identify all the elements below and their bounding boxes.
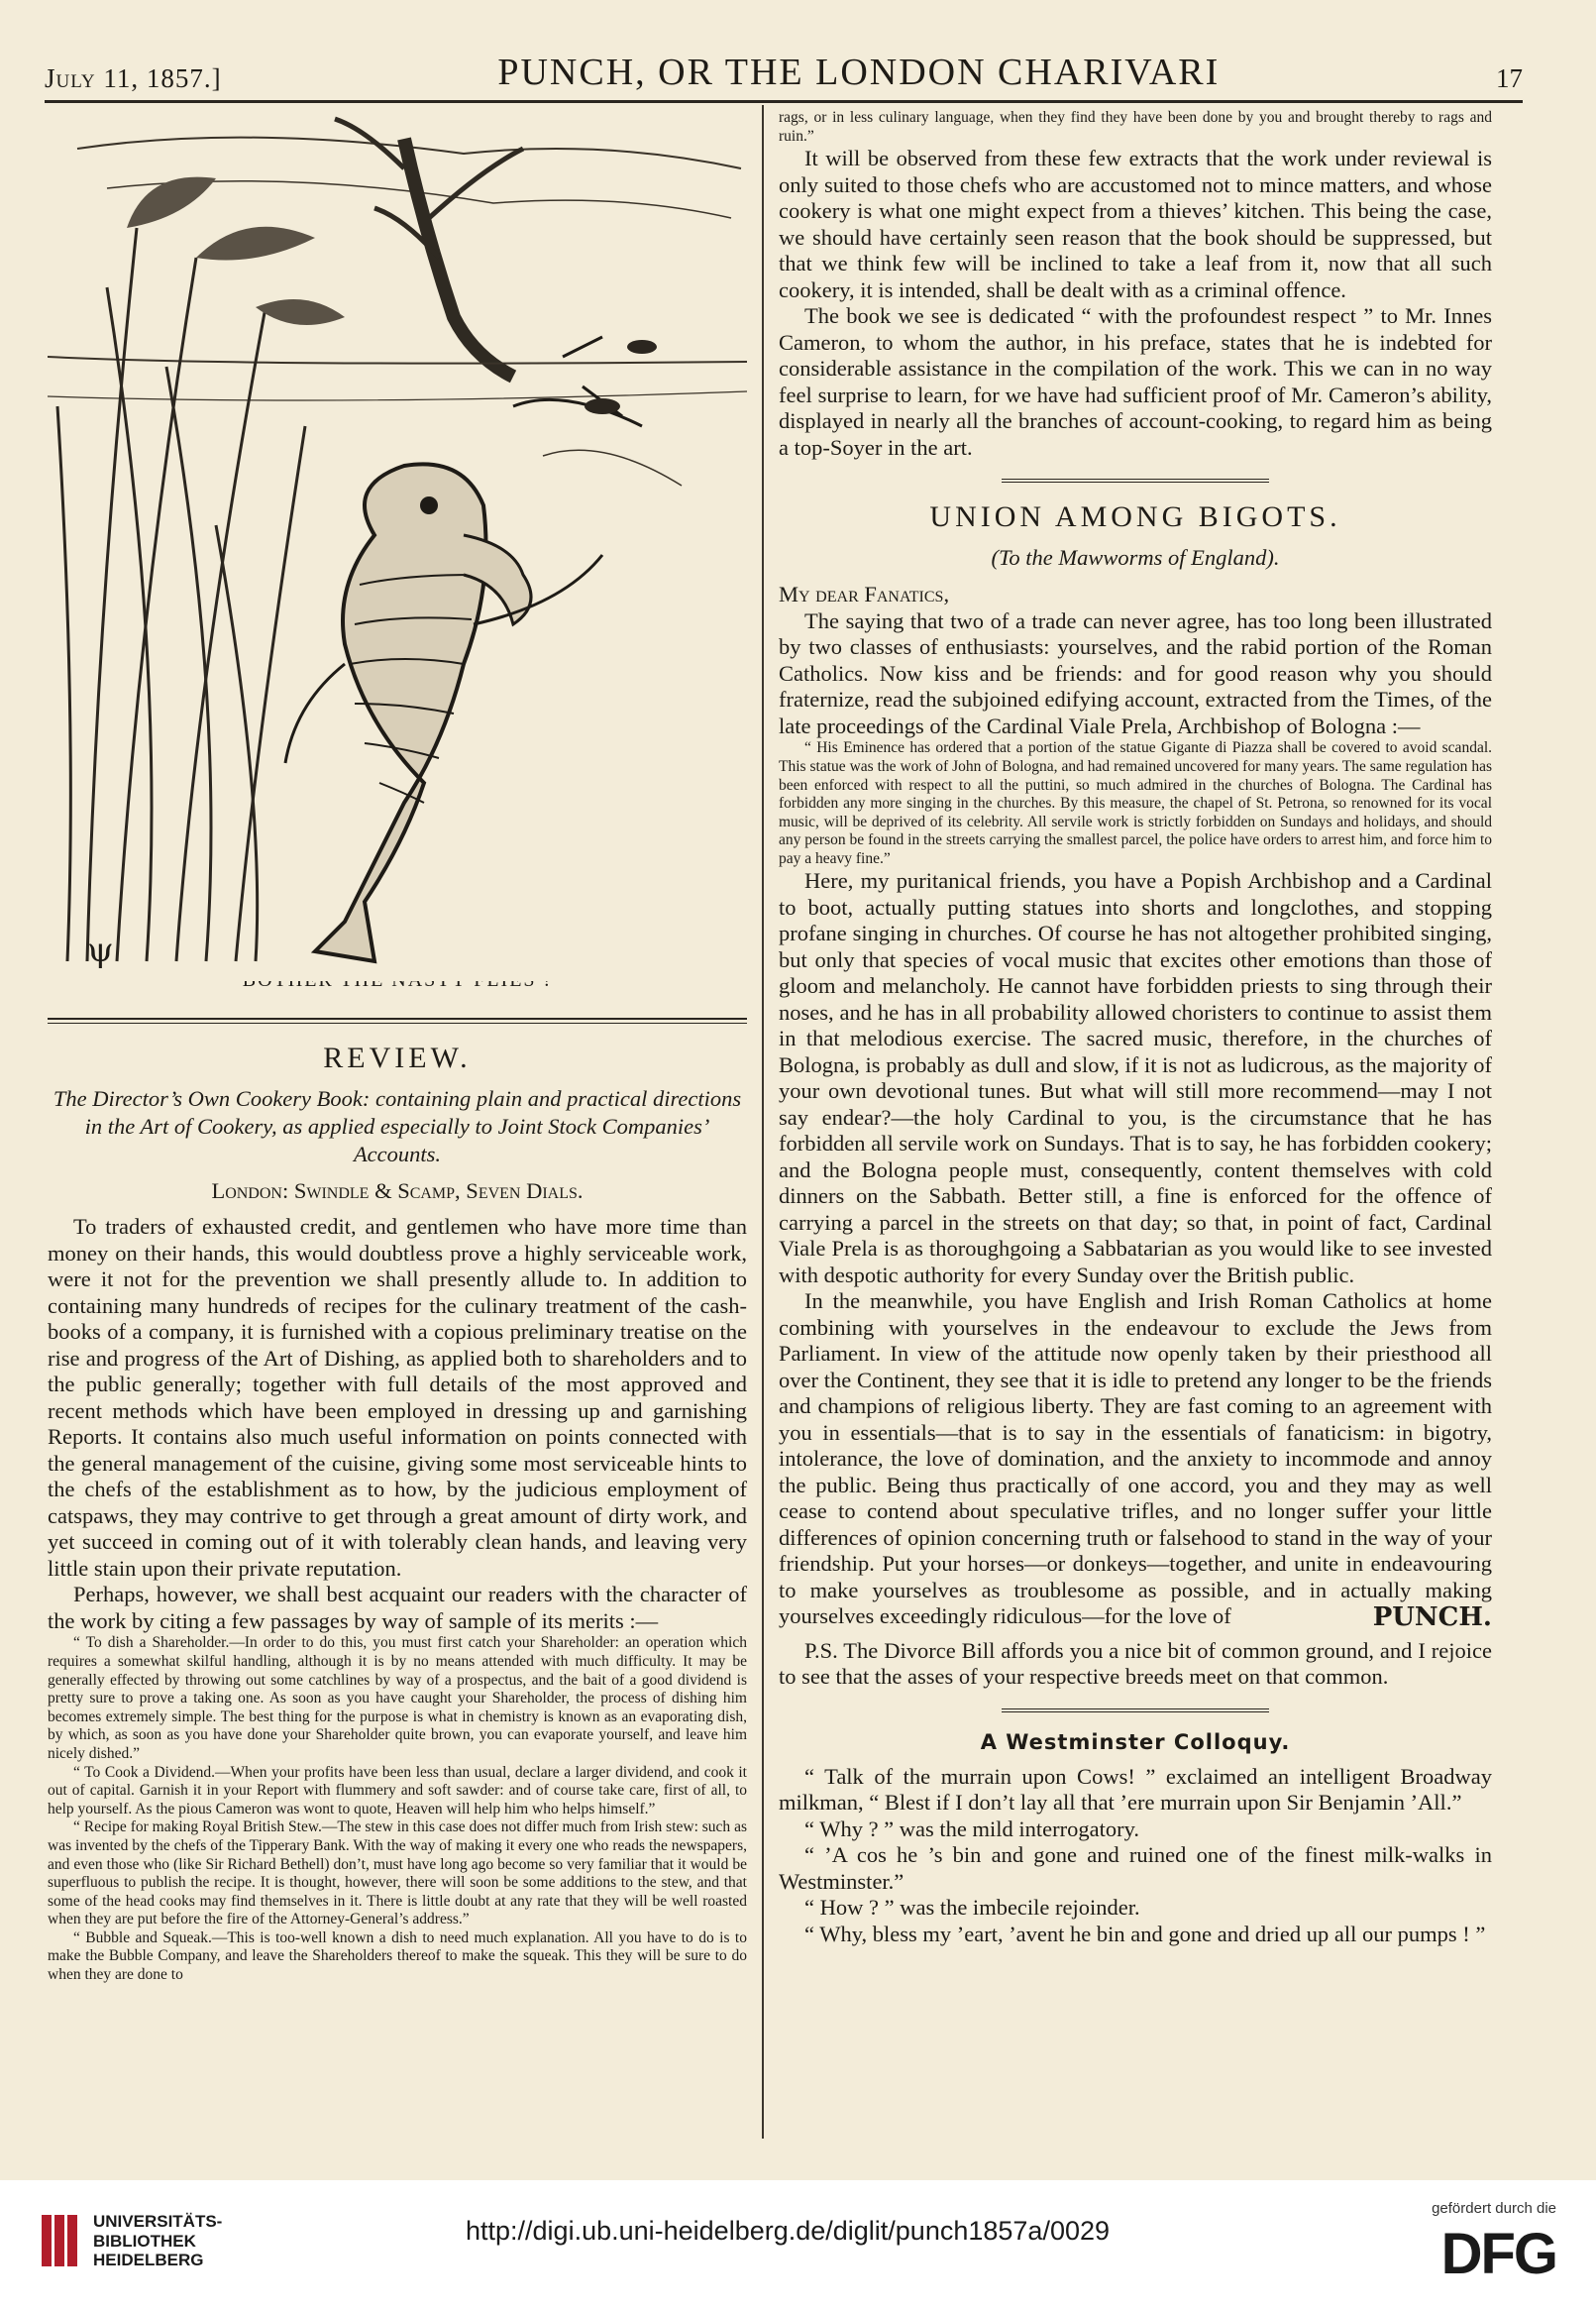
university-name-line: UNIVERSITÄTS- (93, 2212, 223, 2231)
university-name-line: BIBLIOTHEK (93, 2231, 196, 2251)
column-divider (762, 105, 764, 2139)
union-quote: “ His Eminence has ordered that a portion of the statue Gigante di Piazza shall be covered to avoid scandal. This statue was the work of John of Bologna, and had remained uncovered for many years. The same regulation has been enforced with respect to all the puttini, so much admired in the churches of Bologna. The Cardinal has forbidden any more singing in the churches. By this measure, the chapel of St. Petrona, so renowned for its vocal music, will be deprived of its celebrity. All servile work is strictly forbidden on Sundays and holidays, and should any person be found in the streets carrying the smallest parcel, the police have orders to arrest him, and force him to pay a heavy fine.” (779, 739, 1492, 867)
section-divider (48, 1018, 747, 1024)
university-name (93, 2212, 222, 2270)
westminster-line: “ Why ? ” was the mild interrogatory. (804, 1816, 1140, 1841)
westminster-line: “ Why, bless my ’eart, ’avent he bin and gone and dried up all our pumps ! ” (804, 1921, 1486, 1946)
review-paragraph: The book we see is dedicated “ with the profoundest respect ” to Mr. Innes Cameron, to whom the author, in his preface, states that he is indebted for considerable assistance in the compilation of the work. This we can in no way feel surprise to learn, for we have had sufficient proof of Mr. Cameron’s ability, displayed in nearly all the branches of account-cooking, to regard him as being a top-Soyer in the art. (779, 303, 1492, 460)
union-paragraph: The saying that two of a trade can never agree, has too long been illustrated by two classes of enthusiasts: yourselves, and the rabid portion of the Roman Catholics. Now kiss and be friends: and for good reason why you should fraternize, read the subjoined edifying account, extracted from the Times, of the late proceedings of the Cardinal Viale Prela, Archbishop of Bologna :— (779, 607, 1492, 738)
review-quote: “ To dish a Shareholder.—In order to do this, you must first catch your Shareholder: an operation which requires a somewhat skilful handling, although it is by no means attended with much difficulty. It may be generally effected by throwing out some catchlines by way of a prospectus, and the bait of a good dividend is pretty sure to prove a taking one. As soon as you have caught your Shareholder, the process of dishing him becomes extremely simple. The best thing for the purpose is what in chemistry is known as an evaporating dish, by which, as soon as you have done your Shareholder quite brown, you can evaporate yourself, and leave him nicely dished.” (48, 1634, 747, 1762)
review-publisher: London: Swindle & Scamp, Seven Dials. (211, 1178, 584, 1204)
university-seal-icon (40, 2213, 79, 2268)
review-paragraph: To traders of exhausted credit, and gentlemen who have more time than money on their hands, this would doubtless prove a highly serviceable work, were it not for the prevention we shall presently allude to. In addition to containing many hundreds of recipes for the culinary treatment of the cash-books of a company, it is furnished with a copious preliminary treatise on the rise and progress of the Art of Dishing, as applied both to shareholders and to the public generally; together with full details of the most approved and recent methods which have been employed in dressing up and garnishing Reports. It contains also much useful information on points connected with the general management of the cuisine, giving some most serviceable hints to the chefs of the establishment as to how, by the judicious employment of catspaws, they may contrive to get through a great amount of dirty work, and yet succeed in coming out of it with tolerably clean hands, and leaving very little stain upon their private reputation. (48, 1214, 747, 1581)
westminster-line: “ ’A cos he ’s bin and gone and ruined one of the finest milk-walks in Westminster.” (779, 1842, 1492, 1894)
review-heading: REVIEW. (323, 1042, 472, 1074)
university-logo (40, 2212, 222, 2270)
section-divider (1002, 1708, 1269, 1712)
review-quote-continued: rags, or in less culinary language, when they find they have been done by you and brought thereby to rags and ruin.” (779, 109, 1492, 145)
svg-text:ψ: ψ (87, 931, 114, 970)
review-quote: “ Bubble and Squeak.—This is too-well known a dish to need much explanation. All you have to do is to make the Bubble Company, and leave the Shareholders thereof to make the squeak. This they will be sure to do when they are done to (48, 1928, 747, 1984)
university-name-line: HEIDELBERG (93, 2251, 204, 2270)
source-url-link[interactable]: http://digi.ub.uni-heidelberg.de/diglit/punch1857a/0029 (466, 2216, 1111, 2246)
header-title: PUNCH, OR THE LONDON CHARIVARI (497, 52, 1221, 93)
union-paragraph: Here, my puritanical friends, you have a Popish Archbishop and a Cardinal to boot, actually putting statues into shorts and longclothes, and stopping profane singing in churches. Of course he has not altogether prohibited singing, but only that species of vocal music that excites other emotions than those of gloom and melancholy. He cannot have forbidden priests to sing through their noses, and he has in all probability allowed choristers to continue to assist them in that melodious exercise. The sacred music, therefore, in the churches of Bologna, is probably as dull and slow, if it is not as ludicrous, as the majority of your own devotional tunes. But what will still more recommend—may I not say endear?—the holy Cardinal to you, is the circumstance that he has forbidden all servile work on Sundays. That is to say, he has forbidden cookery; and the Bologna people must, consequently, content themselves with cold dinners on the Sabbath. Better still, a fine is enforced for the offence of carrying a parcel in the streets on that day; so that, in point of fact, Cardinal Viale Prela is as thoroughgoing a Sabbatarian as you would like to see invested with despotic authority for every Sunday over the British public. (779, 868, 1492, 1287)
funder-logo (1432, 2200, 1556, 2287)
page-number: 17 (1495, 63, 1523, 93)
union-salutation: My dear Fanatics, (779, 582, 950, 607)
review-quote: “ To Cook a Dividend.—When your profits have been less than usual, declare a larger dividend, and cook it out of capital. Garnish it in your Report with flummery and soft sawder: and of course take care, first of all, to help yourself. As the pious Cameron was wont to quote, Heaven will help him who helps himself.” (48, 1763, 747, 1817)
page-header (45, 52, 1523, 103)
union-subtitle: (To the Mawworms of England). (991, 545, 1280, 571)
union-signature: PUNCH. (1372, 1601, 1492, 1632)
review-paragraph: It will be observed from these few extracts that the work under reviewal is only suited to those chefs who are accustomed not to mince matters, and whose cookery is what one might expect from a thieves’ kitchen. This being the case, we should have certainly seen reason that the book should be suppressed, but that we think few will be inclined to take a leaf from it, now that all such cookery, it is intended, shall be dealt with as a criminal offence. (779, 146, 1492, 302)
review-paragraph: Perhaps, however, we shall best acquaint our readers with the character of the work by citing a few passages by way of sample of its merits :— (48, 1582, 747, 1633)
funder-label: gefördert durch die (1432, 2200, 1556, 2217)
header-date: July 11, 1857.] (45, 63, 222, 93)
union-postscript: P.S. The Divorce Bill affords you a nice bit of common ground, and I rejoice to see that the asses of your respective breeds meet on that common. (779, 1637, 1492, 1690)
review-quote: “ Recipe for making Royal British Stew.—The stew in this case does not differ much from Irish stew: such as was invented by the chefs of the Tipperary Bank. With the way of making it every one who reads the newspapers, and even those who (like Sir Richard Bethell) don’t, must have long ago become so very familiar that it would be superfluous to publish the recipe. It is thought, however, there will soon be some additions to the stew, and that some of the head cooks may find themselves in it. There is little doubt at any rate that they will be well roasted when they are put before the fire of the Attorney-General’s address.” (48, 1818, 747, 1928)
union-paragraph: In the meanwhile, you have English and Irish Roman Catholics at home combining with yourselves in the endeavour to exclude the Jews from Parliament. In view of the attitude now openly taken by their priesthood all over the Continent, they see that it is idle to pretend any longer to be the friends and champions of religious liberty. They are fast coming to an agreement with you in essentials—that is to say in the essentials of fanaticism: in bigotry, intolerance, the love of domination, and the anxiety to incommode and annoy the public. Being thus practically of one accord, you and they may as well cease to contend about speculative trifles, and no longer suffer your little differences of opinion concerning truth or falsehood to stand in the way of your friendship. Put your horses—or donkeys—together, and unite in endeavouring to make yourselves as troublesome as possible, and in actually making yourselves exceedingly ridiculous—for the love of (779, 1288, 1492, 1629)
section-divider (1002, 479, 1269, 483)
digitization-footer (0, 2180, 1596, 2312)
right-column (779, 109, 1492, 1947)
westminster-line: “ How ? ” was the imbecile rejoinder. (804, 1895, 1140, 1921)
union-heading: UNION AMONG BIGOTS. (929, 500, 1341, 534)
westminster-line: “ Talk of the murrain upon Cows! ” exclaimed an intelligent Broadway milkman, “ Blest if I don’t lay all that ’ere murrain upon Sir Benjamin ’All.” (779, 1763, 1492, 1816)
left-column (48, 109, 747, 1985)
fish-cartoon-drawing (48, 109, 747, 981)
review-book-title: The Director’s Own Cookery Book: containing plain and practical directions in the Art of Cookery, as applied especially to Joint Stock Companies’ Accounts. (53, 1086, 742, 1167)
dfg-logo: DFG (1440, 2222, 1556, 2286)
cartoon-illustration (48, 109, 747, 981)
westminster-heading: A Westminster Colloquy. (980, 1729, 1291, 1754)
